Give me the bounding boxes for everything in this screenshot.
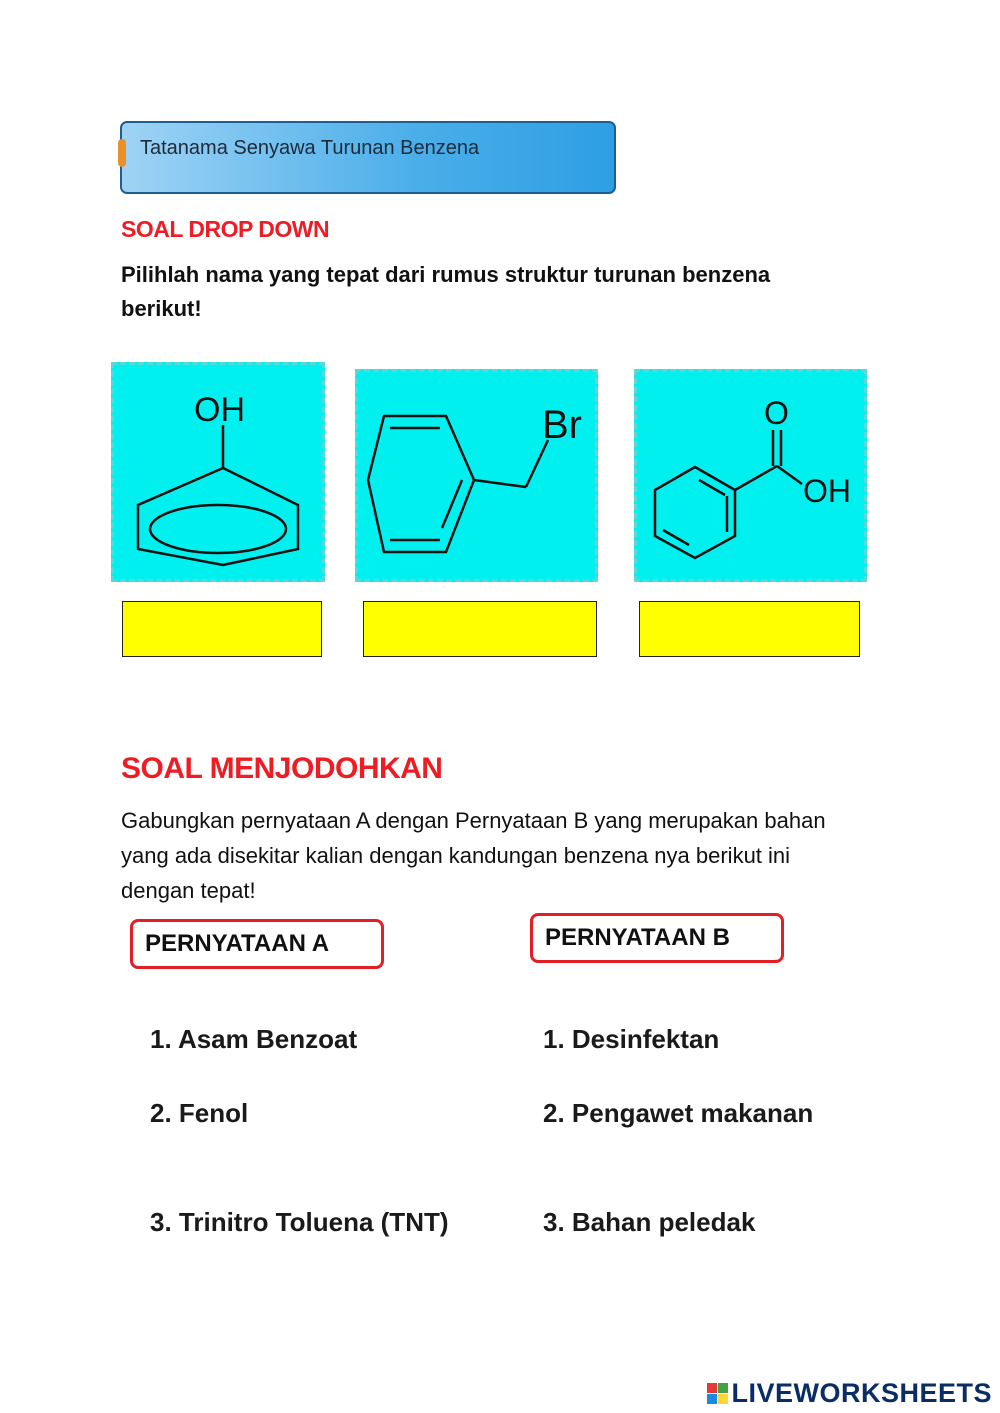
label-oh: OH — [194, 391, 245, 429]
label-br: Br — [542, 403, 582, 447]
matching-instruction: Gabungkan pernyataan A dengan Pernyataan B yang merupakan bahan yang ada disekitar kalian dengan kandungan benzena nya berikut ini dengan tepat! — [121, 808, 826, 903]
column-a-item-3[interactable]: 3. Trinitro Toluena (TNT) — [150, 1207, 449, 1237]
label-carbonyl-o: O — [764, 395, 789, 431]
column-a-item-2[interactable]: 2. Fenol — [150, 1098, 249, 1128]
answer-dropdown-3[interactable] — [639, 601, 860, 657]
column-b-item-1[interactable]: 1. Desinfektan — [543, 1024, 720, 1054]
column-b-item-2[interactable]: 2. Pengawet makanan — [543, 1098, 814, 1128]
structure-phenol — [111, 362, 325, 582]
column-b-label: PERNYATAAN B — [530, 913, 784, 963]
banner-tab — [118, 139, 126, 167]
liveworksheets-logo — [707, 1378, 992, 1409]
column-a-label: PERNYATAAN A — [130, 919, 384, 969]
structure-benzoic-acid — [634, 369, 867, 582]
page-title: Tatanama Senyawa Turunan Benzena — [140, 137, 480, 159]
logo-text: LIVEWORKSHEETS — [731, 1378, 992, 1408]
structure-benzyl-bromide — [355, 369, 598, 582]
label-hydroxyl-oh: OH — [803, 473, 851, 509]
section-heading-dropdown: SOAL DROP DOWN — [121, 216, 330, 242]
column-a-item-1[interactable]: 1. Asam Benzoat — [150, 1024, 358, 1054]
column-b-item-3[interactable]: 3. Bahan peledak — [543, 1207, 756, 1237]
section-heading-matching: SOAL MENJODOHKAN — [121, 752, 443, 785]
answer-dropdown-2[interactable] — [363, 601, 597, 657]
title-banner — [120, 121, 616, 194]
dropdown-instruction: Pilihlah nama yang tepat dari rumus struktur turunan benzena berikut! — [121, 262, 771, 321]
logo-squares-icon — [707, 1383, 728, 1404]
answer-dropdown-1[interactable] — [122, 601, 322, 657]
